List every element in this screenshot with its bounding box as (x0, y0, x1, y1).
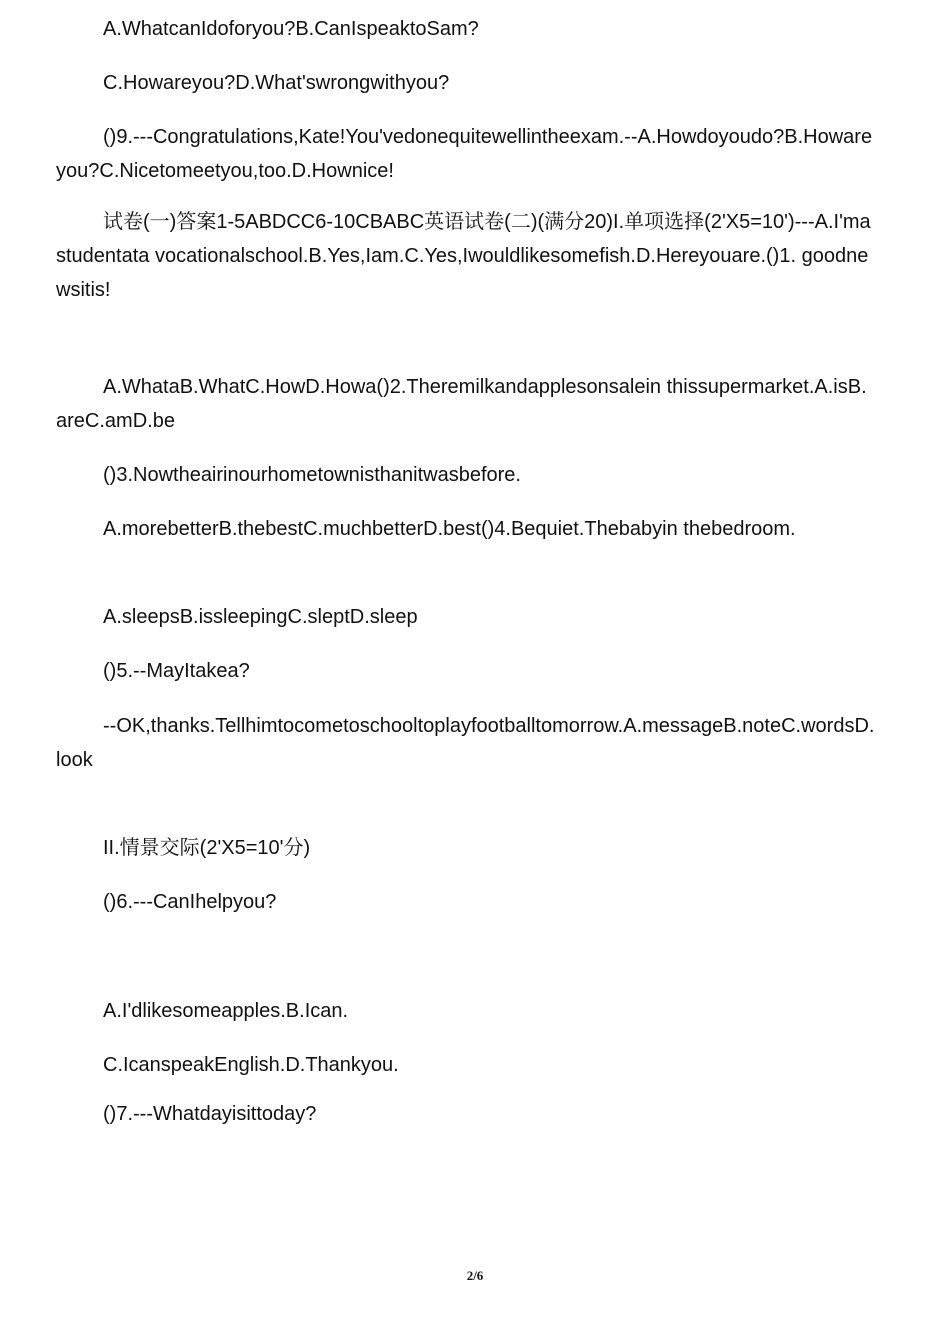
text-line: ()3.Nowtheairinourhometownisthanitwasbefore. (103, 464, 521, 486)
text-line: II.情景交际(2'X5=10'分) (103, 837, 311, 859)
text-line: A.I'dlikesomeapples.B.Ican. (103, 1000, 349, 1022)
text-line: ()5.--MayItakea? (103, 660, 250, 682)
text-line: 试卷(一)答案1-5ABDCC6-10CBABC英语试卷(二)(满分20)I.单项选择(2'X5=10')---A.I'mastudentata vocationalschool.B.Yes,Iam.C.Yes,Iwouldlikesomefish.D.Hereyouare.()1. goodnewsitis! (56, 211, 871, 301)
text-line: A.sleepsB.issleepingC.sleptD.sleep (103, 606, 418, 628)
text-line: A.morebetterB.thebestC.muchbetterD.best()4.Bequiet.Thebabyin thebedroom. (103, 518, 796, 540)
text-line: C.Howareyou?D.What'swrongwithyou? (103, 72, 450, 94)
text-line: ()7.---Whatdayisittoday? (103, 1103, 317, 1125)
text-line: A.WhatcanIdoforyou?B.CanIspeaktoSam? (103, 18, 479, 40)
text-line: A.WhataB.WhatC.HowD.Howa()2.Theremilkandapplesonsalein thissupermarket.A.isB.areC.amD.be (56, 376, 867, 432)
text-line: ()6.---CanIhelpyou? (103, 891, 277, 913)
text-line: --OK,thanks.Tellhimtocometoschooltoplayfootballtomorrow.A.messageB.noteC.wordsD.look (56, 715, 875, 771)
page-number: 2/6 (466, 1268, 484, 1283)
text-line: C.IcanspeakEnglish.D.Thankyou. (103, 1054, 399, 1076)
text-line: ()9.---Congratulations,Kate!You'vedonequitewellintheexam.--A.Howdoyoudo?B.Howareyou?C.Nicetomeetyou,too.D.Hownice! (56, 126, 873, 182)
